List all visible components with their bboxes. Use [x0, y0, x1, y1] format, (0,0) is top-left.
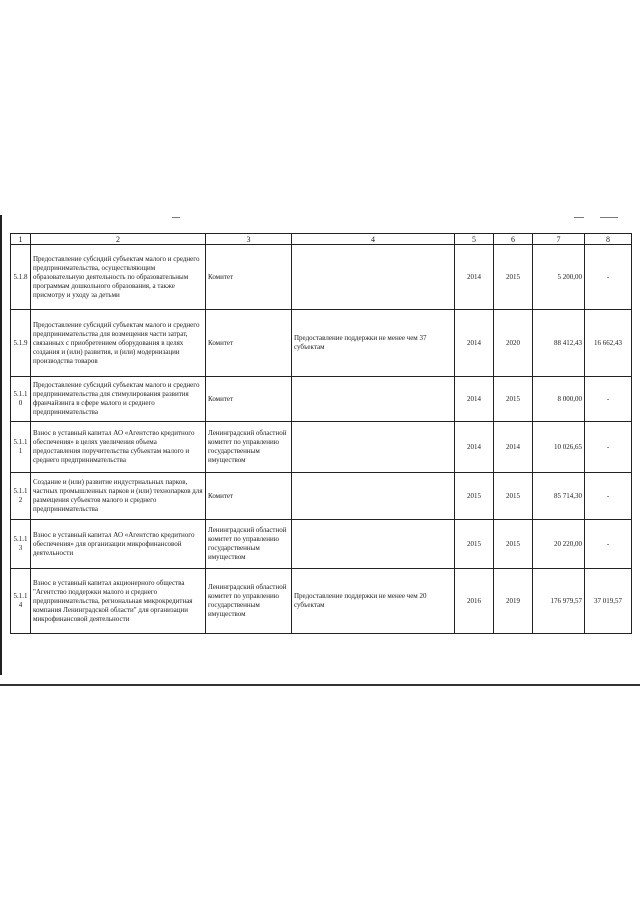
result-indicator: [292, 473, 455, 520]
scan-dash: [600, 217, 618, 218]
end-year: 2014: [494, 422, 533, 473]
responsible-executor: Ленинградский областной комитет по управлению государственным имуществом: [206, 422, 292, 473]
funding-amount: 8 000,00: [533, 377, 585, 422]
column-header: 4: [292, 234, 455, 245]
table-row: [11, 422, 632, 473]
column-header: 7: [533, 234, 585, 245]
measure-description: Взнос в уставный капитал АО «Агентство кредитного обеспечения» для организации микрофинансовой деятельности: [31, 520, 206, 569]
program-table: [10, 233, 632, 634]
column-header: 5: [455, 234, 494, 245]
funding-extra: -: [585, 520, 632, 569]
table-header-row: [11, 234, 632, 245]
column-header: 2: [31, 234, 206, 245]
scan-line-bottom: [0, 684, 640, 686]
table-row: [11, 245, 632, 310]
result-indicator: [292, 520, 455, 569]
row-number: 5.1.14: [11, 569, 31, 634]
column-header: 3: [206, 234, 292, 245]
responsible-executor: Комитет: [206, 377, 292, 422]
responsible-executor: Ленинградский областной комитет по управлению государственным имуществом: [206, 569, 292, 634]
funding-amount: 10 026,65: [533, 422, 585, 473]
funding-amount: 88 412,43: [533, 310, 585, 377]
funding-extra: -: [585, 473, 632, 520]
row-number: 5.1.11: [11, 422, 31, 473]
measure-description: Предоставление субсидий субъектам малого и среднего предпринимательства для возмещения части затрат, связанных с приобретением оборудования в целях создания и (или) развития, и (или) модернизации производства товаров: [31, 310, 206, 377]
start-year: 2016: [455, 569, 494, 634]
end-year: 2015: [494, 473, 533, 520]
result-indicator: Предоставление поддержки не менее чем 20 субъектам: [292, 569, 455, 634]
start-year: 2014: [455, 377, 494, 422]
table-row: [11, 473, 632, 520]
end-year: 2015: [494, 377, 533, 422]
funding-extra: 37 019,57: [585, 569, 632, 634]
row-number: 5.1.12: [11, 473, 31, 520]
funding-extra: 16 662,43: [585, 310, 632, 377]
scan-dash: [574, 217, 584, 218]
result-indicator: [292, 377, 455, 422]
funding-amount: 20 220,00: [533, 520, 585, 569]
start-year: 2014: [455, 245, 494, 310]
start-year: 2014: [455, 422, 494, 473]
measure-description: Взнос в уставный капитал акционерного общества "Агентство поддержки малого и среднего предпринимательства, региональная микрокредитная компания Ленинградской области" для организации микрофинансовой деятельности: [31, 569, 206, 634]
row-number: 5.1.8: [11, 245, 31, 310]
result-indicator: Предоставление поддержки не менее чем 37 субъектам: [292, 310, 455, 377]
start-year: 2015: [455, 520, 494, 569]
responsible-executor: Комитет: [206, 310, 292, 377]
measure-description: Предоставление субсидий субъектам малого и среднего предпринимательства для стимулирования развития франчайзинга в сфере малого и среднего предпринимательства: [31, 377, 206, 422]
funding-extra: -: [585, 377, 632, 422]
row-number: 5.1.9: [11, 310, 31, 377]
start-year: 2014: [455, 310, 494, 377]
funding-amount: 5 200,00: [533, 245, 585, 310]
responsible-executor: Комитет: [206, 245, 292, 310]
table-row: [11, 520, 632, 569]
table-row: [11, 377, 632, 422]
end-year: 2015: [494, 245, 533, 310]
end-year: 2015: [494, 520, 533, 569]
result-indicator: [292, 245, 455, 310]
scan-dash: [172, 217, 180, 218]
funding-amount: 176 979,57: [533, 569, 585, 634]
responsible-executor: Комитет: [206, 473, 292, 520]
column-header: 8: [585, 234, 632, 245]
measure-description: Создание и (или) развитие индустриальных парков, частных промышленных парков и (или) технопарков для размещения субъектов малого и среднего предпринимательства: [31, 473, 206, 520]
table-row: [11, 569, 632, 634]
column-header: 1: [11, 234, 31, 245]
start-year: 2015: [455, 473, 494, 520]
measure-description: Взнос в уставный капитал АО «Агентство кредитного обеспечения» в целях увеличения объема предоставления поручительства субъектам малого и среднего предпринимательства: [31, 422, 206, 473]
end-year: 2019: [494, 569, 533, 634]
column-header: 6: [494, 234, 533, 245]
row-number: 5.1.10: [11, 377, 31, 422]
end-year: 2020: [494, 310, 533, 377]
responsible-executor: Ленинградский областной комитет по управлению государственным имуществом: [206, 520, 292, 569]
row-number: 5.1.13: [11, 520, 31, 569]
measure-description: Предоставление субсидий субъектам малого и среднего предпринимательства, осуществляющим образовательную деятельность по образовательным программам дошкольного образования, а также присмотру и уходу за детьми: [31, 245, 206, 310]
result-indicator: [292, 422, 455, 473]
funding-amount: 85 714,30: [533, 473, 585, 520]
funding-extra: -: [585, 422, 632, 473]
funding-extra: -: [585, 245, 632, 310]
scan-edge-left: [0, 215, 2, 675]
table-row: [11, 310, 632, 377]
